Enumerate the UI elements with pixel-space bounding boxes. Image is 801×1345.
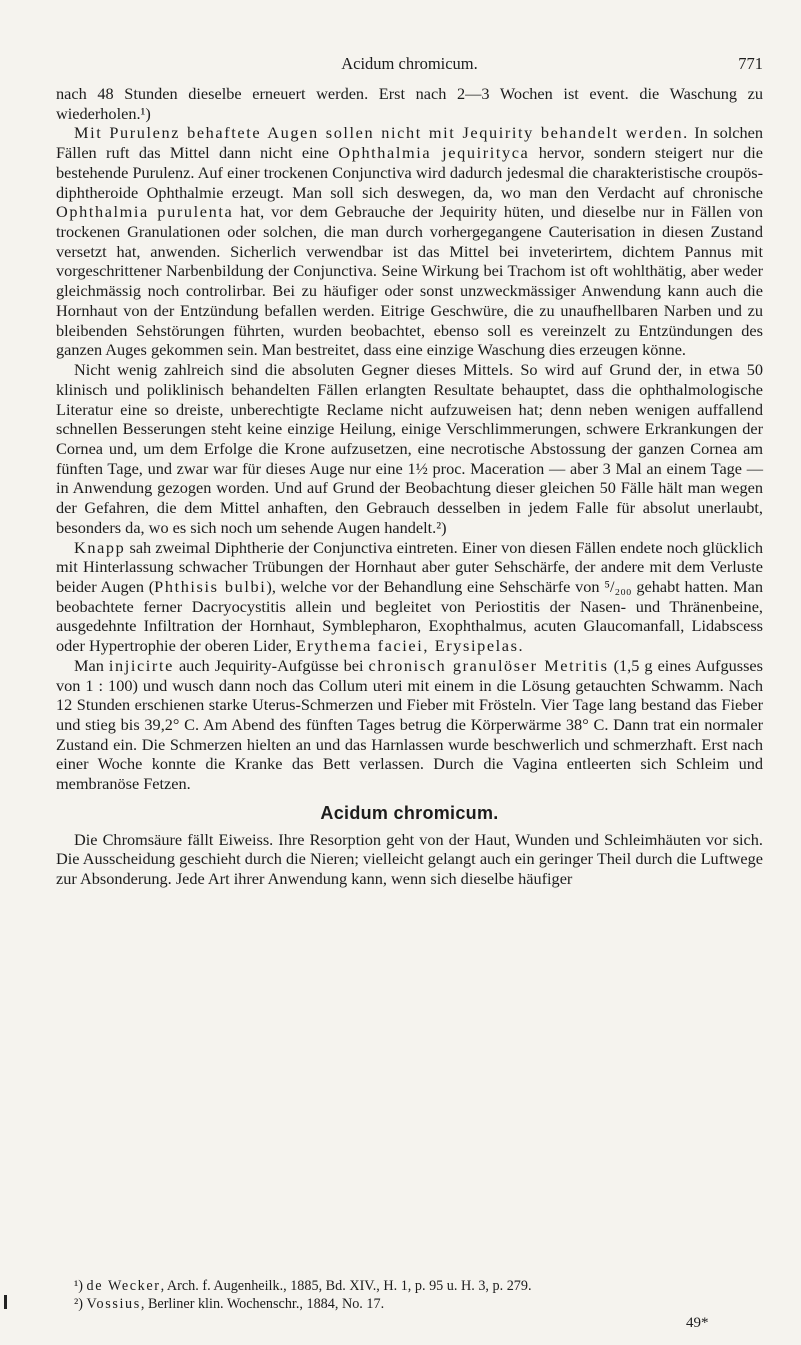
running-header xyxy=(56,54,763,78)
margin-mark xyxy=(4,1295,7,1309)
paragraph: Mit Purulenz behaftete Augen sollen nicht mit Jequirity behandelt werden. In solchen Fällen ruft das Mittel dann nicht eine Ophthalmia jequirityca hervor, sondern steigert nur die bestehende Purulenz. Auf einer trockenen Conjunctiva wird dadurch jedesmal die charakteristische croupös-diphtheroide Ophthalmie erzeugt. Man soll sich deswegen, da, wo man den Verdacht auf chronische Ophthalmia purulenta hat, vor dem Gebrauche der Jequirity hüten, und dieselbe nur in Fällen von trockenen Granulationen oder solchen, die man durch vorhergegangene Cauterisation in diesen Zustand versetzt hat, anwenden. Sicherlich verwendbar ist das Mittel bei inveterirtem, dichtem Pannus mit vorgeschrittener Narbenbildung der Conjunctiva. Seine Wirkung bei Trachom ist oft wohlthätig, aber weder gleichmässig noch controlirbar. Bei zu häufiger oder sonst unzweckmässiger Anwendung kann auch die Hornhaut von der Entzündung befallen werden. Eitrige Geschwüre, die zu unaufhellbaren Narben und zu bleibenden Sehstörungen führten, wurden beobachtet, ebenso soll es vereinzelt zu Entzündungen des ganzen Auges gekommen sein. Man bestreitet, dass eine einzige Waschung dies erzeugen könne. xyxy=(56,123,764,360)
page-number: 771 xyxy=(738,54,763,73)
paragraph: Knapp sah zweimal Diphtherie der Conjunctiva eintreten. Einer von diesen Fällen endete noch glücklich mit Hinterlassung schwacher Trübungen der Hornhaut aber guter Sehschärfe, der andere mit dem Verluste beider Augen (Phthisis bulbi), welche vor der Behandlung eine Sehschärfe von ⁵/₂₀₀ gehabt hatten. Man beobachtete ferner Dacryocystitis allein und begleitet von Periostitis der Nasen- und Thränenbeine, ausgedehnte Infiltration der Hornhaut, Symblepharon, Exophthalmus, acuten Glaucomanfall, Lidabscess oder Hypertrophie der oberen Lider, Erythema faciei, Erysipelas. xyxy=(56,537,763,656)
footnotes xyxy=(56,1277,763,1313)
section-heading: Acidum chromicum. xyxy=(320,802,499,823)
paragraph: nach 48 Stunden dieselbe erneuert werden. Erst nach 2—3 Wochen ist event. die Waschung zu wiederholen.¹) xyxy=(56,84,763,123)
paragraph: Man injicirte auch Jequirity-Aufgüsse bei chronisch granulöser Metritis (1,5 g eines Aufgusses von 1 : 100) und wusch dann noch das Collum uteri mit einem in die Lösung getauchten Schwamm. Nach 12 Stunden erschienen starke Uterus-Schmerzen und Fieber mit Frösteln. Vier Tage lang bestand das Fieber und stieg bis 39,2° C. Am Abend des fünften Tages betrug die Körperwärme 38° C. Dann trat ein normaler Zustand ein. Die Schmerzen hielten an und das Harnlassen wurde beschwerlich und schmerzhaft. Erst nach einer Woche konnte die Kranke das Bett verlassen. Durch die Vagina entleerten sich Schleim und membranöse Fetzen. xyxy=(56,655,763,794)
running-title: Acidum chromicum. xyxy=(341,54,478,73)
footnote: ²) Vossius, Berliner klin. Wochenschr., 1884, No. 17. xyxy=(74,1296,385,1312)
signature-mark: 49* xyxy=(686,1315,709,1331)
footnote: ¹) de Wecker, Arch. f. Augenheilk., 1885, Bd. XIV., H. 1, p. 95 u. H. 3, p. 279. xyxy=(74,1278,532,1294)
paragraph: Nicht wenig zahlreich sind die absoluten Gegner dieses Mittels. So wird auf Grund der, in etwa 50 klinisch und poliklinisch behandelten Fällen erlangten Resultate behauptet, dass die ophthalmologische Literatur eine so dreiste, unberechtigte Reclame nicht aufzuweisen hat; denn neben wenigen auffallend schnellen Besserungen steht keine einzige Heilung, einige Verschlimmerungen, schwere Erkrankungen der Cornea und, um dem Erfolge die Krone aufzusetzen, eine necrotische Abstossung der ganzen Cornea am fünften Tage, und zwar war für dieses Auge nur eine 1½ proc. Maceration — aber 3 Mal an einem Tage — in Anwendung gezogen worden. Und auf Grund der Beobachtung dieser gleichen 50 Fälle hält man wegen der Gefahren, die dem Mittel anhaften, den Gebrauch desselben in jedem Falle für absolut unerlaubt, besonders da, wo es sich noch um sehende Augen handelt.²) xyxy=(56,360,763,537)
paragraph: Die Chromsäure fällt Eiweiss. Ihre Resorption geht von der Haut, Wunden und Schleimhäuten vor sich. Die Ausscheidung geschieht durch die Nieren; vielleicht gelangt auch ein geringer Theil durch die Luftwege zur Absonderung. Jede Art ihrer Anwendung kann, wenn sich dieselbe häufiger xyxy=(56,829,763,889)
body-text xyxy=(56,84,763,889)
